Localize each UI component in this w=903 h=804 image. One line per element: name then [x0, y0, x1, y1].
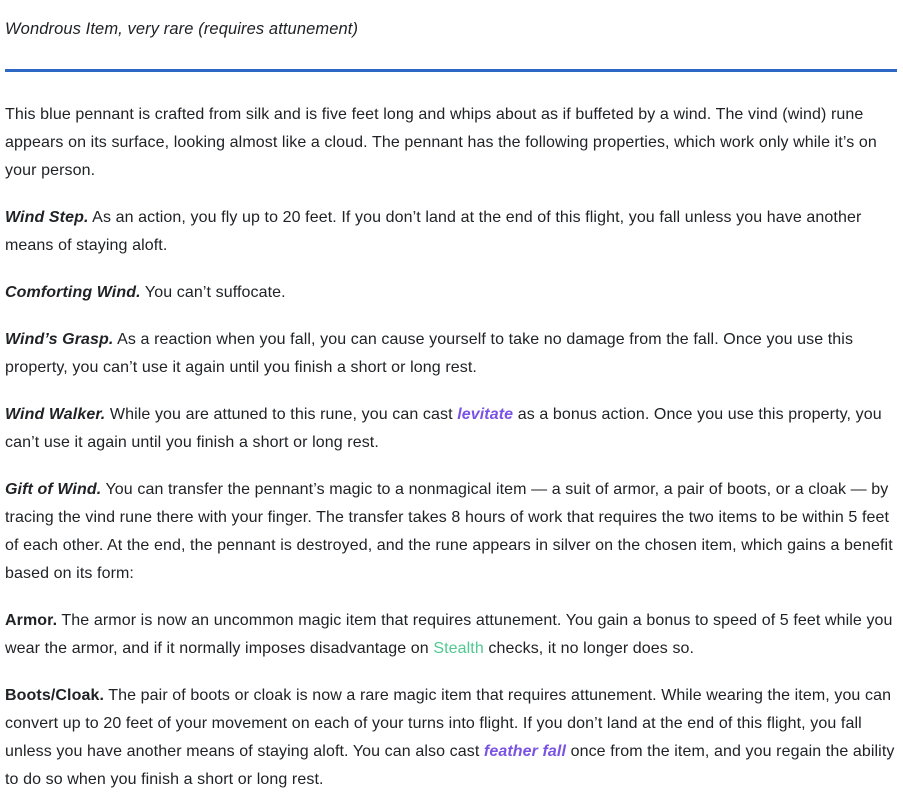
paragraph	[5, 326, 897, 382]
item-description	[5, 101, 897, 794]
skill-link-stealth[interactable]: Stealth	[433, 640, 484, 657]
text-segment: You can’t suffocate.	[140, 284, 286, 301]
property-name-wind-walker: Wind Walker.	[5, 406, 106, 423]
item-type-line: Wondrous Item, very rare (requires attunement)	[5, 20, 359, 38]
property-name-comforting-wind: Comforting Wind.	[5, 284, 141, 301]
property-name-winds-grasp: Wind’s Grasp.	[5, 331, 114, 348]
property-name-wind-step: Wind Step.	[5, 209, 89, 226]
paragraph	[5, 204, 897, 260]
text-segment: While you are attuned to this rune, you can cast	[105, 406, 458, 423]
section-divider	[5, 69, 897, 72]
text-segment: The armor is now an uncommon magic item that requires attunement. You gain a bonus to speed of 5 feet while you wear the armor, and if it normally imposes disadvantage on	[5, 612, 893, 657]
text-segment: checks, it no longer does so.	[483, 640, 695, 657]
text-segment: once from the item, and you regain the ability to do so when you finish a short or long rest.	[5, 743, 895, 788]
text-segment: As a reaction when you fall, you can cause yourself to take no damage from the fall. Once you use this property, you can’t use it again until you finish a short or long rest.	[5, 331, 854, 376]
property-name-gift-of-wind: Gift of Wind.	[5, 481, 102, 498]
paragraph	[5, 279, 897, 307]
text-segment: As an action, you fly up to 20 feet. If you don’t land at the end of this flight, you fall unless you have another means of staying aloft.	[5, 209, 862, 254]
spell-link-levitate[interactable]: levitate	[457, 406, 514, 423]
paragraph	[5, 101, 897, 185]
spell-link-feather-fall[interactable]: feather fall	[483, 743, 567, 760]
text-segment: You can transfer the pennant’s magic to a nonmagical item — a suit of armor, a pair of boots, or a cloak — by tracing the vind rune there with your finger. The transfer takes 8 hours of work that requires the two items to be within 5 feet of each other. At the end, the pennant is destroyed, and the rune appears in silver on the chosen item, which gains a benefit based on its form:	[5, 481, 893, 582]
text-segment: This blue pennant is crafted from silk and is five feet long and whips about as if buffeted by a wind. The vind (wind) rune appears on its surface, looking almost like a cloud. The pennant has the following properties, which work only while it’s on your person.	[5, 106, 877, 179]
text-segment: as a bonus action. Once you use this property, you can’t use it again until you finish a short or long rest.	[5, 406, 882, 451]
paragraph	[5, 476, 897, 588]
form-name-armor: Armor.	[5, 612, 58, 629]
paragraph	[5, 607, 897, 663]
paragraph	[5, 682, 897, 794]
text-segment: The pair of boots or cloak is now a rare magic item that requires attunement. While wearing the item, you can convert up to 20 feet of your movement on each of your turns into flight. If you don’t land at the end of this flight, you fall unless you have another means of staying aloft. You can also cast	[5, 687, 892, 760]
paragraph	[5, 401, 897, 457]
form-name-boots-cloak: Boots/Cloak.	[5, 687, 104, 704]
